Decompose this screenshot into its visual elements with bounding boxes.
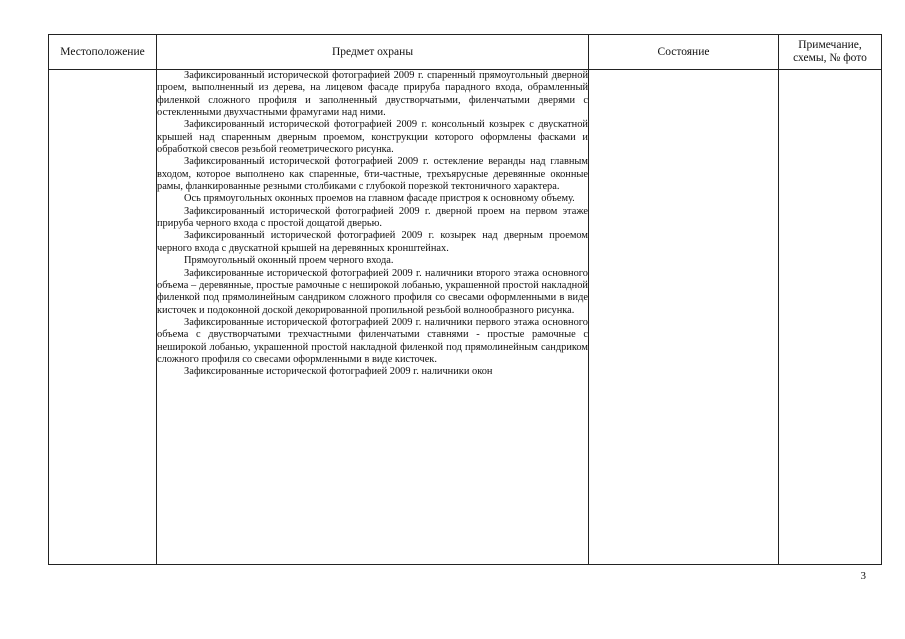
subject-paragraph: Зафиксированный исторической фотографией 2009 г. остекление веранды над главным входом, которое выполнено как спаренные, 6ти-частные, трехъярусные деревянные оконные рамы, фланкированные резными столбиками с глубокой порезкой тектоничного характера. <box>157 156 588 193</box>
page-number: 3 <box>860 570 866 582</box>
header-note <box>779 35 882 70</box>
header-note-line2: схемы, № фото <box>793 52 867 64</box>
header-note-line1: Примечание, <box>798 39 862 51</box>
subject-paragraph: Зафиксированный исторической фотографией 2009 г. козырек над дверным проемом черного входа с двускатной крышей на деревянных кронштейнах. <box>157 230 588 254</box>
state-cell <box>589 70 779 565</box>
table-header-row <box>49 35 882 70</box>
subject-paragraph: Зафиксированный исторической фотографией 2009 г. спаренный прямоугольный дверной проем, выполненный из дерева, на лицевом фасаде прируба парадного входа, обрамленный филенкой сложного профиля и заполненный двустворчатыми, филенчатыми дверями с остекленными двухчастными фрамугами над ними. <box>157 70 588 119</box>
subject-paragraph: Зафиксированные исторической фотографией 2009 г. наличники первого этажа основного объема с двустворчатыми трехчастными филенчатыми ставнями - простые рамочные с неширокой лобанью, украшенной простой накладной филенкой под прямолинейным сандриком сложного профиля со свесами оформленными в виде кисточек. <box>157 316 588 365</box>
header-subject: Предмет охраны <box>157 35 589 70</box>
subject-paragraph: Ось прямоугольных оконных проемов на главном фасаде пристроя к основному объему. <box>184 193 575 205</box>
subject-paragraph: Зафиксированный исторической фотографией 2009 г. консольный козырек с двускатной крышей над спаренным дверным проемом, конструкции которого оформлены фасками и обработкой свесов резьбой геометрического рисунка. <box>157 119 588 156</box>
subject-cell <box>157 70 589 565</box>
subject-paragraph: Зафиксированные исторической фотографией 2009 г. наличники второго этажа основного объема – деревянные, простые рамочные с неширокой лобанью, украшенной простой накладной филенкой под прямолинейным сандриком сложного профиля со свесами оформленными в виде кисточек и подоконной доской декорированной пропильной резьбой волнообразного рисунка. <box>157 267 588 316</box>
protection-subject-table <box>48 34 882 565</box>
location-cell <box>49 70 157 565</box>
subject-paragraph: Зафиксированный исторической фотографией 2009 г. дверной проем на первом этаже прируба черного входа с простой дощатой дверью. <box>157 205 588 230</box>
subject-paragraph: Зафиксированные исторической фотографией 2009 г. наличники окон <box>184 366 493 378</box>
header-location: Местоположение <box>49 35 157 70</box>
subject-paragraph: Прямоугольный оконный проем черного входа. <box>184 255 394 267</box>
note-cell <box>779 70 882 565</box>
table-row <box>49 70 882 565</box>
header-state: Состояние <box>589 35 779 70</box>
